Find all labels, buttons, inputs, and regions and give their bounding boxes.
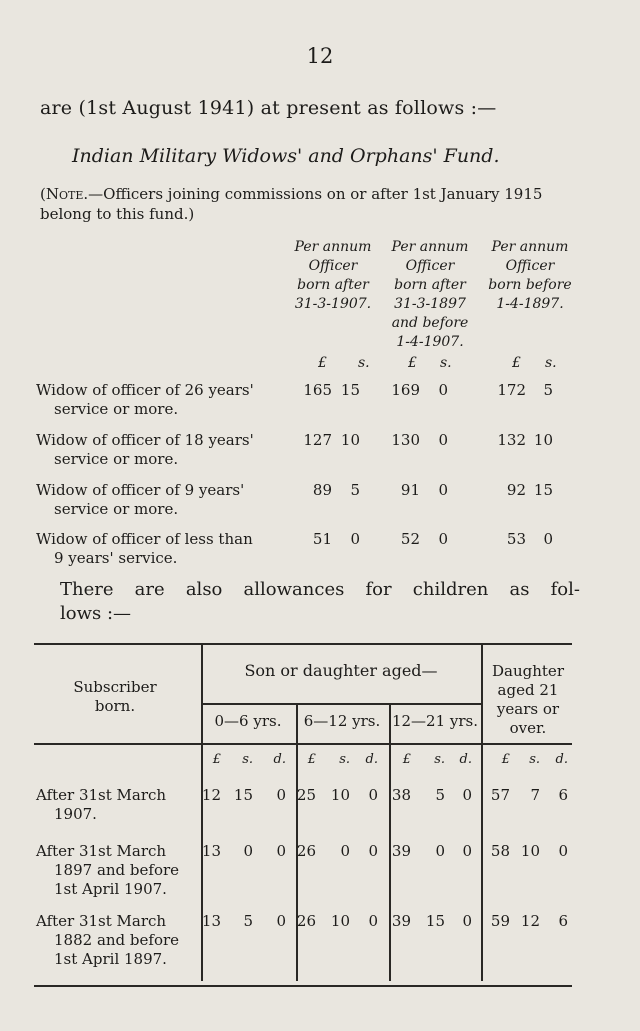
daughter-header-line: Daughter	[492, 662, 564, 680]
pence-value: 0	[276, 912, 286, 930]
pounds-value: 51	[312, 530, 332, 548]
unit-label: d.	[555, 752, 568, 767]
note-open: (	[40, 185, 46, 203]
son-daughter-header: Son or daughter aged—	[244, 661, 438, 680]
paragraph-word: children	[412, 579, 489, 600]
paragraph-word: as	[509, 579, 530, 600]
shillings-value: 7	[530, 786, 540, 804]
table-bottom-rule	[34, 985, 572, 987]
paragraph-line-1	[60, 578, 580, 602]
pence-value: 0	[368, 912, 378, 930]
daughter-header-line: aged 21	[497, 681, 559, 699]
paragraph-word: allowances	[243, 579, 345, 600]
row-label-line-1: Widow of officer of 18 years'	[36, 431, 254, 449]
age-group-header: 12—21 yrs.	[391, 712, 479, 730]
subscriber-row-label	[36, 842, 206, 899]
paragraph-word: There	[60, 579, 114, 600]
shilling-unit: s.	[358, 355, 370, 371]
shillings-value: 0	[350, 530, 360, 548]
pence-value: 0	[276, 842, 286, 860]
shilling-unit: s.	[545, 355, 557, 371]
age-group-header: 6—12 yrs.	[303, 712, 381, 730]
row-label-line-2: service or more.	[54, 400, 179, 418]
row-label-line-2: 9 years' service.	[54, 549, 178, 567]
shilling-unit: s.	[440, 355, 452, 371]
shillings-value: 15	[425, 912, 445, 930]
column-header-line: Per annum	[491, 239, 569, 255]
table-top-rule	[34, 643, 572, 645]
note-label: Note.	[45, 185, 89, 203]
pounds-value: 13	[201, 912, 221, 930]
row-label-line-1: Widow of officer of 26 years'	[36, 381, 254, 399]
shillings-value: 5	[243, 912, 253, 930]
pounds-value: 39	[391, 842, 411, 860]
unit-label: £	[307, 752, 316, 767]
subscriber-header	[40, 678, 190, 716]
paragraph-word: for	[365, 579, 392, 600]
subscriber-row-label-line: After 31st March	[36, 912, 167, 930]
widows-row-label	[36, 431, 286, 469]
pounds-value: 26	[296, 842, 316, 860]
pence-value: 0	[462, 842, 472, 860]
column-header-line: 1-4-1897.	[496, 296, 564, 312]
intro-text: are (1st August 1941) at present as follows :—	[40, 97, 497, 119]
unit-label: d.	[273, 752, 286, 767]
row-label-line-2: service or more.	[54, 450, 179, 468]
daughter-header-line: over.	[509, 719, 547, 737]
daughter-header	[483, 662, 573, 738]
pence-value: 0	[462, 786, 472, 804]
shillings-value: 0	[438, 381, 448, 399]
shillings-value: 0	[435, 842, 445, 860]
pounds-value: 91	[400, 481, 420, 499]
shillings-value: 5	[350, 481, 360, 499]
subscriber-header-line: Subscriber	[73, 678, 157, 696]
subscriber-row-label	[36, 912, 206, 969]
shillings-value: 0	[438, 530, 448, 548]
paragraph-line-2: lows :—	[60, 603, 132, 624]
widows-row-label	[36, 481, 286, 519]
column-header-line: Per annum	[294, 239, 372, 255]
note-paragraph	[40, 184, 580, 224]
note-text: —Officers joining commissions on or after 1st January 1915 belong to this fund.)	[40, 185, 543, 223]
pence-value: 0	[558, 842, 568, 860]
column-header-line: 31-3-1897	[394, 296, 466, 312]
pounds-value: 172	[497, 381, 526, 399]
pounds-value: 13	[201, 842, 221, 860]
paragraph-word: also	[185, 579, 223, 600]
subscriber-row-label-line: 1st April 1897.	[54, 950, 167, 968]
column-header-line: 1-4-1907.	[396, 334, 464, 350]
paragraph-word: are	[134, 579, 165, 600]
pounds-value: 92	[506, 481, 526, 499]
shillings-value: 12	[520, 912, 540, 930]
pence-value: 0	[368, 786, 378, 804]
shillings-value: 10	[340, 431, 360, 449]
pounds-value: 130	[391, 431, 420, 449]
subscriber-header-line: born.	[94, 697, 136, 715]
age-group-header: 0—6 yrs.	[214, 712, 282, 730]
subscriber-row-label-line: After 31st March	[36, 842, 167, 860]
pounds-value: 169	[391, 381, 420, 399]
unit-label: s.	[242, 752, 253, 767]
widows-row-label	[36, 530, 286, 568]
unit-label: d.	[365, 752, 378, 767]
pence-value: 0	[462, 912, 472, 930]
pounds-value: 127	[303, 431, 332, 449]
column-header-line: born after	[297, 277, 369, 293]
shillings-value: 5	[435, 786, 445, 804]
widows-column-header	[475, 238, 585, 314]
shillings-value: 15	[340, 381, 360, 399]
shillings-value: 10	[330, 912, 350, 930]
subscriber-row-label-line: 1897 and before	[54, 861, 180, 879]
table-header-rule	[34, 743, 572, 745]
pounds-value: 53	[506, 530, 526, 548]
row-label-line-1: Widow of officer of 9 years'	[36, 481, 245, 499]
subscriber-row-label-line: 1st April 1907.	[54, 880, 167, 898]
daughter-header-line: years or	[496, 700, 560, 718]
shillings-value: 15	[233, 786, 253, 804]
pounds-value: 26	[296, 912, 316, 930]
pounds-value: 38	[391, 786, 411, 804]
pence-value: 6	[558, 912, 568, 930]
row-label-line-1: Widow of officer of less than	[36, 530, 253, 548]
pound-unit: £	[408, 355, 417, 371]
widows-column-header	[278, 238, 388, 314]
shillings-value: 0	[543, 530, 553, 548]
shillings-value: 0	[243, 842, 253, 860]
pounds-value: 89	[312, 481, 332, 499]
pence-value: 0	[368, 842, 378, 860]
pence-value: 0	[276, 786, 286, 804]
pound-unit: £	[512, 355, 521, 371]
unit-label: s.	[529, 752, 540, 767]
fund-title: Indian Military Widows' and Orphans' Fund.	[72, 145, 500, 167]
unit-label: s.	[339, 752, 350, 767]
column-header-line: 31-3-1907.	[294, 296, 372, 312]
shillings-value: 10	[330, 786, 350, 804]
shillings-value: 0	[438, 431, 448, 449]
pounds-value: 165	[303, 381, 332, 399]
pounds-value: 58	[490, 842, 510, 860]
row-label-line-2: service or more.	[54, 500, 179, 518]
shillings-value: 15	[533, 481, 553, 499]
subscriber-row-label-line: After 31st March	[36, 786, 167, 804]
pounds-value: 132	[497, 431, 526, 449]
children-intro-paragraph	[60, 578, 580, 626]
widows-row-label	[36, 381, 286, 419]
shillings-value: 10	[520, 842, 540, 860]
shillings-value: 10	[533, 431, 553, 449]
pence-value: 6	[558, 786, 568, 804]
column-header-line: Officer	[308, 258, 358, 274]
column-header-line: Officer	[505, 258, 555, 274]
subscriber-row-label-line: 1907.	[54, 805, 97, 823]
unit-label: £	[402, 752, 411, 767]
unit-label: s.	[434, 752, 445, 767]
paragraph-word: fol-	[550, 579, 580, 600]
subscriber-row-label	[36, 786, 206, 824]
pounds-value: 39	[391, 912, 411, 930]
column-header-line: Officer	[405, 258, 455, 274]
subscriber-row-label-line: 1882 and before	[54, 931, 180, 949]
pounds-value: 25	[296, 786, 316, 804]
unit-label: d.	[459, 752, 472, 767]
son-daughter-underline	[201, 703, 481, 705]
pounds-value: 59	[490, 912, 510, 930]
shillings-value: 0	[438, 481, 448, 499]
pound-unit: £	[318, 355, 327, 371]
pounds-value: 12	[201, 786, 221, 804]
shillings-value: 5	[543, 381, 553, 399]
column-header-line: Per annum	[391, 239, 469, 255]
pounds-value: 57	[490, 786, 510, 804]
shillings-value: 0	[340, 842, 350, 860]
column-header-line: born after	[394, 277, 466, 293]
page-number: 12	[306, 44, 334, 68]
column-header-line: born before	[488, 277, 572, 293]
pounds-value: 52	[400, 530, 420, 548]
widows-column-header	[375, 238, 485, 352]
unit-label: £	[501, 752, 510, 767]
column-header-line: and before	[391, 315, 469, 331]
unit-label: £	[212, 752, 221, 767]
